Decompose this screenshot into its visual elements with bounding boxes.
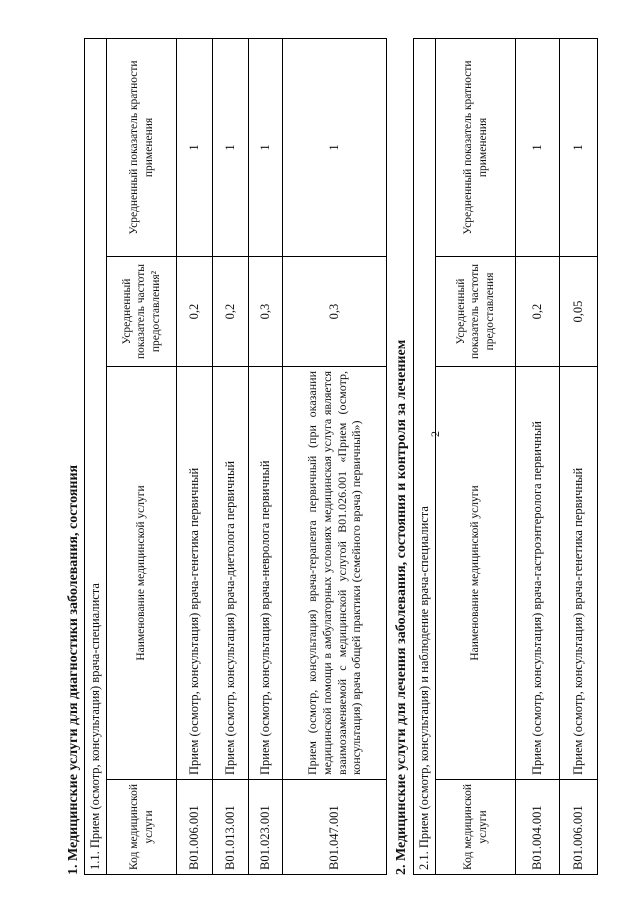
header-name: Наименование медицинской услуги (436, 367, 516, 780)
row-freq: 0,2 (213, 257, 249, 367)
header-mult: Усредненный показатель кратности применения (436, 38, 516, 256)
header-mult: Усредненный показатель кратности применения (107, 38, 177, 256)
row-freq: 0,3 (283, 257, 387, 367)
row-code: B01.004.001 (516, 780, 560, 875)
row-freq: 0,2 (177, 257, 213, 367)
table-row (177, 38, 213, 874)
section2-title: 2. Медицинские услуги для лечения заболевания, состояния и контроля за лечением (394, 339, 409, 875)
row-mult: 1 (283, 38, 387, 256)
row-name: Прием (осмотр, консультация) врача-генетика первичный (177, 367, 213, 780)
header-freq: Усредненный показатель частоты предоставления (436, 257, 516, 367)
row-code: B01.006.001 (560, 780, 598, 875)
row-mult: 1 (177, 38, 213, 256)
section1-table (84, 38, 387, 875)
row-freq: 0,05 (560, 257, 598, 367)
row-name: Прием (осмотр, консультация) врача-невролога первичный (249, 367, 283, 780)
row-name: Прием (осмотр, консультация) врача-диетолога первичный (213, 367, 249, 780)
row-code: B01.006.001 (177, 780, 213, 875)
header-code: Код медицинской услуги (107, 780, 177, 875)
page-number: 2 (428, 431, 442, 437)
header-freq: Усредненный показатель частоты предоставления² (107, 257, 177, 367)
header-name: Наименование медицинской услуги (107, 367, 177, 780)
section2-header-row (436, 38, 516, 874)
section1-title: 1. Медицинские услуги для диагностики заболевания, состояния (66, 464, 81, 875)
row-code: B01.047.001 (283, 780, 387, 875)
table-row (249, 38, 283, 874)
row-name: Прием (осмотр, консультация) врача-терапевта первичный (при оказании медицинской помощи в амбулаторных условиях медицинская услуга является взаимозаменяемой с медицинской услугой B01.026.001 «Прием (осмотр, консультация) врача общей практики (семейного врача) первичный») (283, 367, 387, 780)
row-code: B01.023.001 (249, 780, 283, 875)
section2-table (413, 38, 598, 875)
section1-header-row (107, 38, 177, 874)
section1-subtitle: 1.1. Прием (осмотр, консультация) врача-специалиста (85, 38, 107, 874)
row-code: B01.013.001 (213, 780, 249, 875)
table-row (283, 38, 387, 874)
header-code: Код медицинской услуги (436, 780, 516, 875)
row-freq: 0,2 (516, 257, 560, 367)
row-mult: 1 (560, 38, 598, 256)
row-mult: 1 (249, 38, 283, 256)
table-row (213, 38, 249, 874)
table-row (560, 38, 598, 874)
section2-subtitle: 2.1. Прием (осмотр, консультация) и наблюдение врача-специалиста (414, 38, 436, 874)
table-row (516, 38, 560, 874)
row-name: Прием (осмотр, консультация) врача-генетика первичный (560, 367, 598, 780)
row-mult: 1 (213, 38, 249, 256)
row-name: Прием (осмотр, консультация) врача-гастроэнтеролога первичный (516, 367, 560, 780)
row-mult: 1 (516, 38, 560, 256)
row-freq: 0,3 (249, 257, 283, 367)
